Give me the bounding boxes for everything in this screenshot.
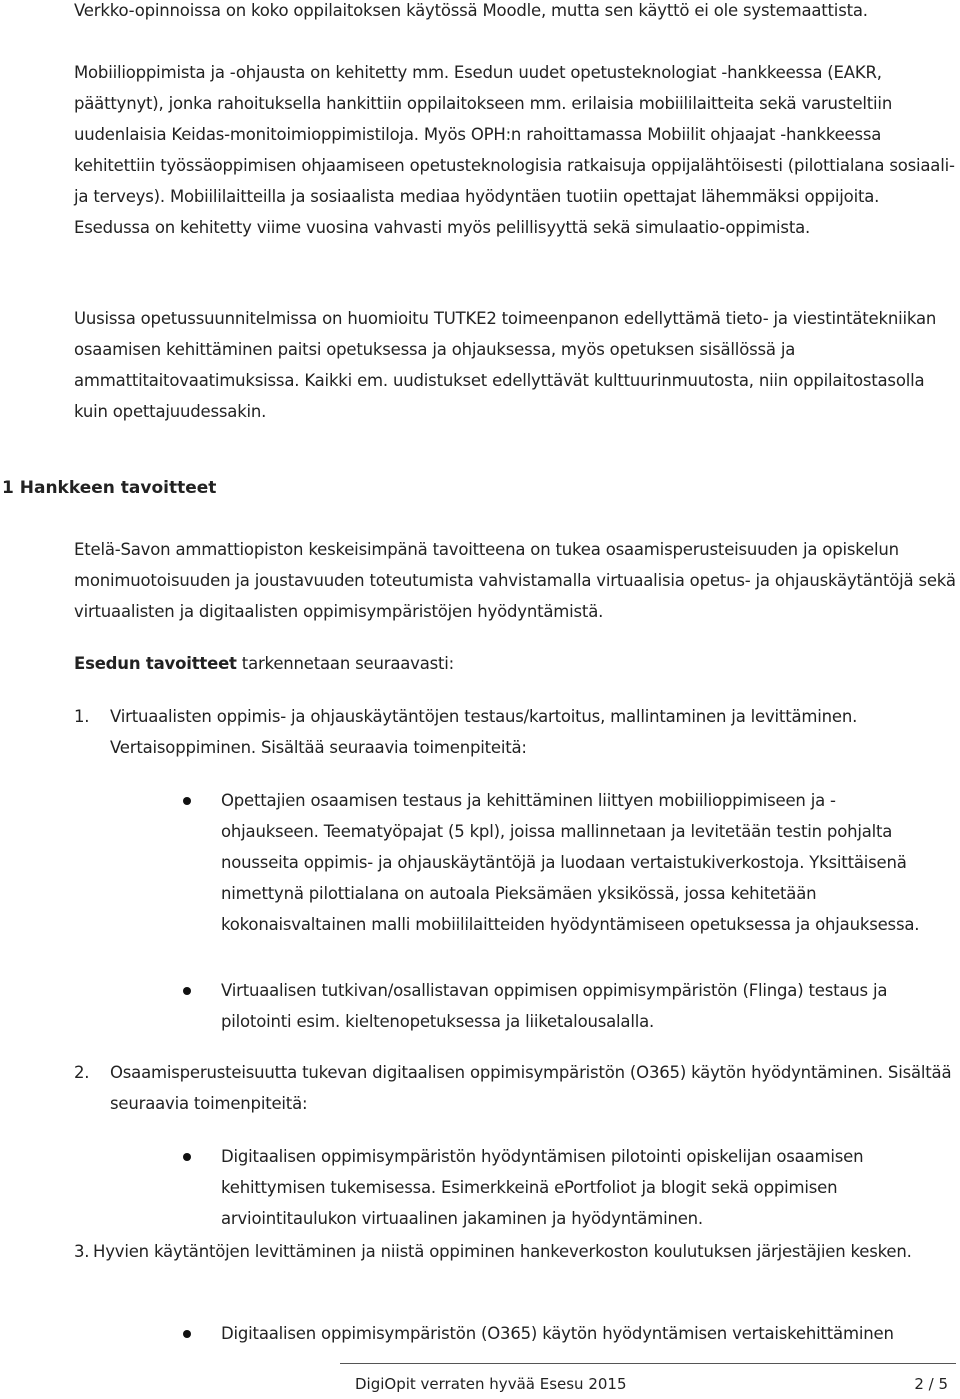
bullet-text: Virtuaalisen tutkivan/osallistavan oppimisen oppimisympäristön (Flinga) testaus ja pilotointi esim. kieltenopetuksessa ja liiketalousalalla. bbox=[221, 981, 888, 1031]
goal-text: Hyvien käytäntöjen levittäminen ja niistä oppiminen hankeverkoston koulutuksen järjestäjien kesken. bbox=[93, 1242, 912, 1261]
goals-sub-heading: Esedun tavoitteet bbox=[74, 654, 237, 673]
footer-label: DigiOpit verraten hyvää Esesu 2015 bbox=[355, 1375, 627, 1393]
goal-item-2 bbox=[74, 1057, 956, 1119]
intro-paragraph-1: Verkko-opinnoissa on koko oppilaitoksen käytössä Moodle, mutta sen käyttö ei ole systemaattista. bbox=[74, 1, 868, 20]
bullet-text: Digitaalisen oppimisympäristön (O365) käytön hyödyntämisen vertaiskehittäminen bbox=[221, 1324, 894, 1343]
goal-1-bullet-1 bbox=[183, 785, 928, 940]
bullet-icon bbox=[183, 797, 191, 805]
page-number: 2 / 5 bbox=[914, 1375, 948, 1393]
goal-text: Osaamisperusteisuutta tukevan digitaalisen oppimisympäristön (O365) käytön hyödyntäminen. Sisältää seuraavia toimenpiteitä: bbox=[110, 1063, 952, 1113]
bullet-icon bbox=[183, 987, 191, 995]
bullet-icon bbox=[183, 1330, 191, 1338]
goal-number: 1. bbox=[74, 707, 90, 726]
goal-number: 3. bbox=[74, 1242, 90, 1261]
goal-1-bullet-2 bbox=[183, 975, 928, 1037]
goal-number: 2. bbox=[74, 1063, 90, 1082]
bullet-text: Digitaalisen oppimisympäristön hyödyntämisen pilotointi opiskelijan osaamisen kehittymisen tukemisessa. Esimerkkeinä ePortfoliot ja blogit sekä oppimisen arviointitaulukon virtuaalinen jakaminen ja hyödyntäminen. bbox=[221, 1147, 864, 1228]
goal-item-3 bbox=[74, 1236, 956, 1267]
footer-divider bbox=[340, 1363, 956, 1364]
goal-item-1 bbox=[74, 701, 956, 763]
intro-paragraph-3: Uusissa opetussuunnitelmissa on huomioitu TUTKE2 toimeenpanon edellyttämä tieto- ja viestintätekniikan osaamisen kehittäminen paitsi opetuksessa ja ohjauksessa, myös opetuksen sisällössä ja ammattitaitovaatimuksissa. Kaikki em. uudistukset edellyttävät kulttuurinmuutosta, niin oppilaitostasolla kuin opettajuudessakin. bbox=[74, 309, 937, 421]
goal-2-bullet-1 bbox=[183, 1141, 928, 1234]
bullet-text: Opettajien osaamisen testaus ja kehittäminen liittyen mobiilioppimiseen ja -ohjaukseen. Teematyöpajat (5 kpl), joissa mallinnetaan ja levitetään testin pohjalta nousseita oppimis- ja ohjauskäytäntöjä ja luodaan vertaistukiverkostoja. Yksittäisenä nimettynä pilottialana on autoala Pieksämäen yksikössä, jossa kehitetään kokonaisvaltainen malli mobiililaitteiden hyödyntämiseen opetuksessa ja ohjauksessa. bbox=[221, 791, 920, 934]
goal-text: Virtuaalisten oppimis- ja ohjauskäytäntöjen testaus/kartoitus, mallintaminen ja levittäminen. Vertaisoppiminen. Sisältää seuraavia toimenpiteitä: bbox=[110, 707, 858, 757]
goal-3-bullet-1 bbox=[183, 1318, 928, 1349]
intro-paragraph-2: Mobiilioppimista ja -ohjausta on kehitetty mm. Esedun uudet opetusteknologiat -hankkeessa (EAKR, päättynyt), jonka rahoituksella hankittiin oppilaitokseen mm. erilaisia mobiililaitteita sekä varusteltiin uudenlaisia Keidas-monitoimioppimistiloja. Myös OPH:n rahoittamassa Mobiilit ohjaajat -hankkeessa kehitettiin työssäoppimisen ohjaamiseen opetusteknologisia ratkaisuja oppijalähtöisesti (pilottialana sosiaali- ja terveys). Mobiililaitteilla ja sosiaalista mediaa hyödyntäen tuotiin opettajat lähemmäksi oppijoita. Esedussa on kehitetty viime vuosina vahvasti myös pelillisyyttä sekä simulaatio-oppimista. bbox=[74, 63, 955, 237]
section-heading: 1 Hankkeen tavoitteet bbox=[2, 478, 217, 498]
section-intro-paragraph: Etelä-Savon ammattiopiston keskeisimpänä tavoitteena on tukea osaamisperusteisuuden ja opiskelun monimuotoisuuden ja joustavuuden toteutumista vahvistamalla virtuaalisia opetus- ja ohjauskäytäntöjä sekä virtuaalisten ja digitaalisten oppimisympäristöjen hyödyntämistä. bbox=[74, 540, 956, 621]
goals-intro bbox=[74, 650, 454, 678]
goals-sub-heading-rest: tarkennetaan seuraavasti: bbox=[236, 654, 455, 673]
bullet-icon bbox=[183, 1153, 191, 1161]
